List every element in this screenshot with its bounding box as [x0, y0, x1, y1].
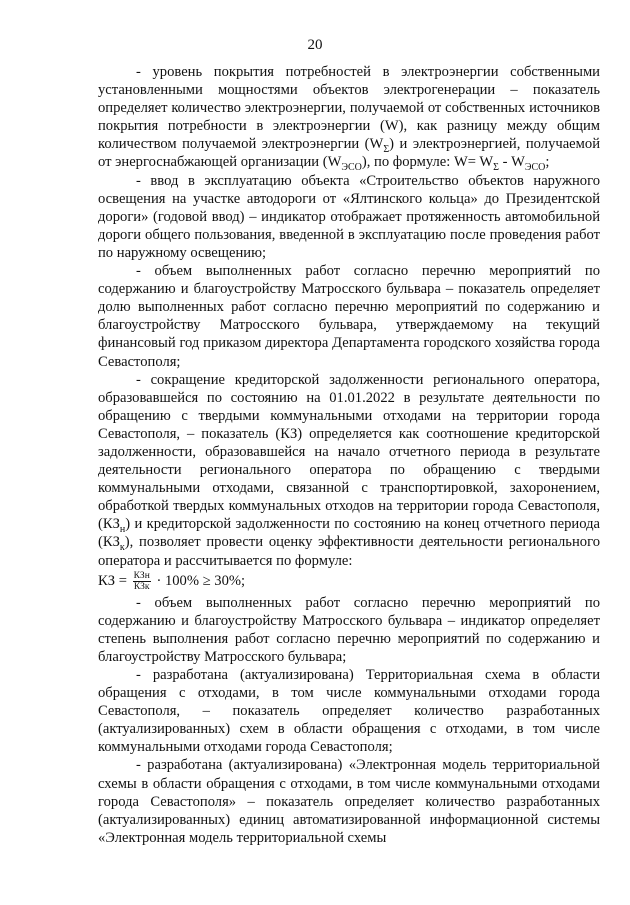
document-body [98, 63, 600, 847]
paragraph-electronic-model: - разработана (актуализирована) «Электронная модель территориальной схемы в области обращения с отходами, в том числе коммунальными отходами города Севастополя» – показатель определяет количество разработанных (актуализированных) единиц автоматизированной информационной системы «Электронная модель территориальной схемы [98, 757, 600, 846]
p1-text-e: ; [545, 154, 550, 171]
paragraph-matrossky-works-share: - объем выполненных работ согласно перечню мероприятий по содержанию и благоустройству Матросского бульвара – показатель определяет долю выполненных работ согласно перечню мероприятий по содержанию и благоустройству Матросского бульвара, утверждаемому на текущий финансовый год приказом директора Департамента городского хозяйства города Севастополя; [98, 263, 600, 370]
p1-text-a: - уровень покрытия потребностей в электроэнергии собственными установленными мощностями объектов электрогенерации – показатель определяет количество электроэнергии, получаемой от собственных источников покрытия потребности в электроэнергии (W), как разницу между общим количеством получаемой электроэнергии (W [98, 64, 600, 153]
p1-text-d: - W [498, 154, 525, 171]
formula-fraction [133, 571, 151, 592]
p4-text-a: - сокращение кредиторской задолженности регионального оператора, образовавшейся по состоянию на 01.01.2022 в результате деятельности по обращению с твердыми коммунальными отходами на территории города Севастополя, – показатель (КЗ) определяется как соотношение кредиторской задолженности, образовавшейся на начало отчетного периода в результате деятельности регионального оператора по обращению с твердыми коммунальными отходами, связанной с транспортировкой, захоронением, обработкой твердых коммунальных отходов на территории города Севастополя, (КЗ [98, 371, 600, 533]
page-number: 20 [307, 37, 323, 53]
paragraph-territorial-scheme: - разработана (актуализирована) Территориальная схема в области обращения с отходами, в том числе коммунальными отходами города Севастополя, – показатель определяет количество разработанных (актуализированных) схем в области обращения с отходами, в том числе коммунальными отходами города Севастополя; [98, 667, 600, 756]
subscript-sigma: Σ [383, 144, 390, 156]
formula-denominator: КЗк [133, 581, 150, 592]
subscript-eso: ЭСО [341, 162, 362, 174]
paragraph-lighting-commissioning: - ввод в эксплуатацию объекта «Строительство объектов наружного освещения на участке автодороги от «Ялтинского кольца» до Президентской дороги» (годовой ввод) – индикатор отображает протяженность автомобильной дороги общего пользования, введенной в эксплуатацию после проведения работ по наружному освещению; [98, 172, 600, 261]
formula-lhs: КЗ = [98, 572, 127, 589]
paragraph-electricity-coverage [98, 63, 600, 172]
subscript-sigma-2: Σ [493, 162, 499, 174]
p4-text-b: ) и кредиторской задолженности по состоянию на конец отчетного периода (КЗ [98, 516, 600, 551]
subscript-n: н [119, 524, 126, 536]
subscript-k: к [119, 542, 125, 554]
p1-text-c: ), по формуле: W= W [361, 154, 494, 171]
formula-rhs: · 100% ≥ 30%; [156, 572, 246, 589]
formula-numerator: КЗн [133, 570, 150, 581]
paragraph-debt-reduction [98, 371, 600, 570]
formula-kz [98, 571, 600, 592]
subscript-eso-2: ЭСО [524, 162, 546, 174]
p4-text-c: ), позволяет провести оценку эффективности деятельности регионального оператора и рассчитывается по формуле: [98, 534, 600, 569]
paragraph-matrossky-works-degree: - объем выполненных работ согласно перечню мероприятий по содержанию и благоустройству Матросского бульвара – индикатор определяет степень выполнения работ согласно перечню мероприятий по содержанию и благоустройству Матросского бульвара; [98, 594, 600, 665]
p1-text-b: ) и электроэнергией, получаемой от энергоснабжающей организации (W [98, 136, 601, 171]
